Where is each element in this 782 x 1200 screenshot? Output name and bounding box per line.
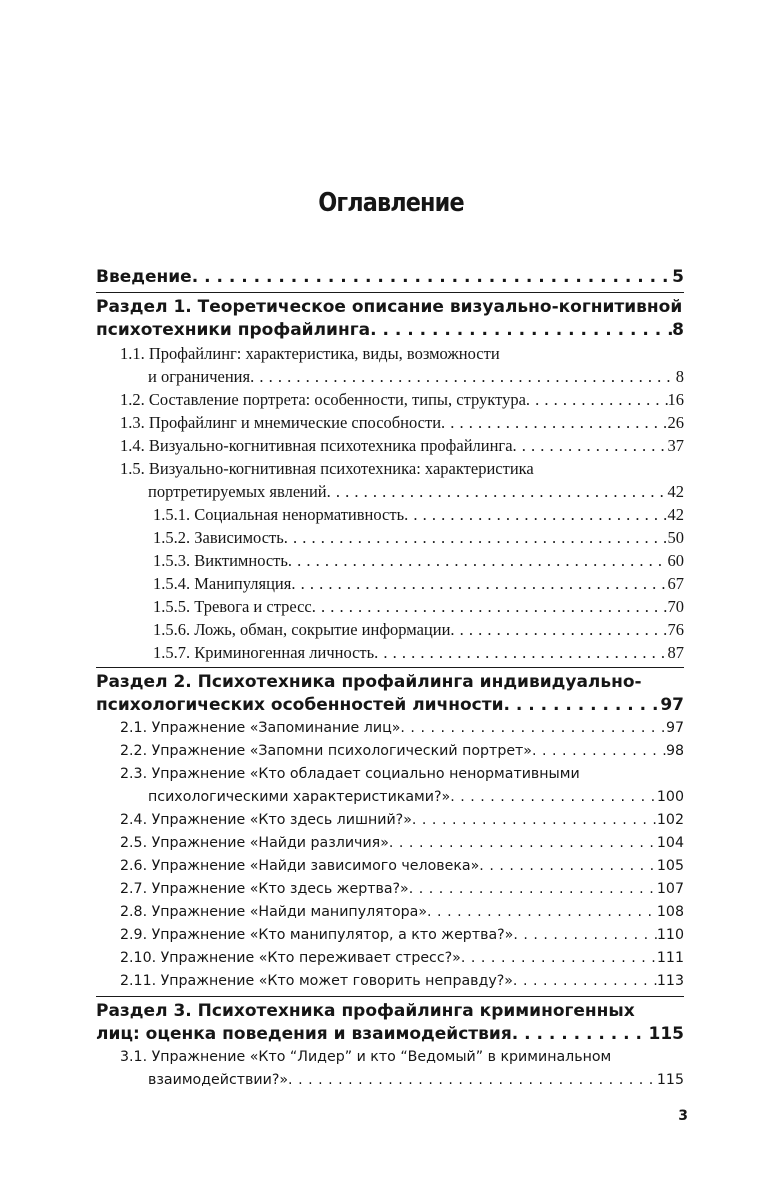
toc-entry-text: Раздел 3. Психотехника профайлинга криминогенных (96, 1001, 635, 1021)
toc-page-number: 104 (656, 835, 684, 851)
toc-entry-text: 1.4. Визуально-когнитивная психотехника профайлинга (120, 436, 513, 455)
toc-entry[interactable] (96, 763, 684, 809)
toc-entry[interactable] (96, 901, 684, 924)
page-number: 3 (678, 1108, 688, 1124)
dot-leader (427, 901, 657, 924)
toc-entry-text: Раздел 2. Психотехника профайлинга индивидуально- (96, 672, 642, 692)
toc-entry-text: лиц: оценка поведения и взаимодействия (96, 1024, 512, 1044)
toc-entry-text: 1.5.2. Зависимость (153, 528, 284, 547)
toc-entry[interactable] (96, 832, 684, 855)
toc-page-number: 67 (667, 574, 684, 593)
toc-page-number: 105 (656, 858, 684, 874)
toc-page-number: 8 (675, 367, 684, 386)
dot-leader (288, 549, 668, 572)
toc-entry-text: 2.3. Упражнение «Кто обладает социально ненормативными (120, 766, 580, 782)
toc-entry[interactable] (96, 1046, 684, 1092)
dot-leader (250, 365, 676, 388)
toc-page-number: 26 (667, 413, 684, 432)
toc-page-number: 87 (667, 643, 684, 662)
toc-entry[interactable] (96, 855, 684, 878)
dot-leader (370, 319, 672, 342)
toc-entry[interactable] (96, 970, 684, 993)
toc-page-number: 115 (656, 1072, 684, 1088)
toc-page-number: 37 (667, 436, 684, 455)
dot-leader (327, 480, 668, 503)
toc-entry[interactable] (96, 809, 684, 832)
dot-leader (450, 618, 667, 641)
toc-page-number: 76 (667, 620, 684, 639)
toc-entry-text: психотехники профайлинга (96, 320, 371, 340)
toc-entry-text: Введение (96, 267, 192, 287)
dot-leader (400, 717, 666, 740)
toc-entry-text: 1.5.7. Криминогенная личность (153, 643, 375, 662)
toc-page-number: 108 (656, 904, 684, 920)
toc-entry[interactable] (96, 740, 684, 763)
dot-leader (409, 878, 657, 901)
toc-page-number: 97 (665, 720, 684, 736)
toc-entry-text: 1.1. Профайлинг: характеристика, виды, возможности (120, 344, 500, 363)
toc-entry-text: 1.5.6. Ложь, обман, сокрытие информации (153, 620, 451, 639)
dot-leader (513, 434, 668, 457)
page-title: Оглавление (318, 188, 464, 218)
dot-leader (512, 1023, 649, 1046)
toc-entry[interactable] (96, 618, 684, 641)
toc-page-number: 113 (656, 973, 684, 989)
dot-leader (513, 924, 657, 947)
toc-page-number: 110 (656, 927, 684, 943)
toc-entry[interactable] (96, 266, 684, 289)
dot-leader (284, 526, 668, 549)
dot-leader (404, 503, 667, 526)
toc-page-number: 50 (667, 528, 684, 547)
toc-entry[interactable] (96, 457, 684, 503)
dot-leader (504, 694, 661, 717)
toc-entry-text: 2.1. Упражнение «Запоминание лиц» (120, 720, 401, 736)
toc-page-number: 111 (656, 950, 684, 966)
toc-entry[interactable] (96, 595, 684, 618)
toc-page-number: 100 (656, 789, 684, 805)
toc-entry-text: психологических особенностей личности (96, 695, 504, 715)
toc-entry[interactable] (96, 503, 684, 526)
dot-leader (513, 970, 657, 993)
toc-page-number: 102 (656, 812, 684, 828)
toc-entry[interactable] (96, 924, 684, 947)
toc-entry-text: портретируемых явлений (148, 482, 327, 501)
toc-page-number: 42 (667, 505, 684, 524)
toc-entry-text: 1.3. Профайлинг и мнемические способности (120, 413, 442, 432)
dot-leader (461, 947, 657, 970)
table-of-contents (96, 266, 684, 1092)
toc-entry-text: 2.4. Упражнение «Кто здесь лишний?» (120, 812, 412, 828)
toc-entry-text: 2.2. Упражнение «Запомни психологический портрет» (120, 743, 532, 759)
toc-page-number: 98 (665, 743, 684, 759)
dot-leader (374, 641, 667, 664)
dot-leader (450, 786, 657, 809)
toc-entry[interactable] (96, 526, 684, 549)
toc-entry-text: 2.10. Упражнение «Кто переживает стресс?» (120, 950, 461, 966)
toc-entry-text: 2.11. Упражнение «Кто может говорить неправду?» (120, 973, 513, 989)
dot-leader (412, 809, 657, 832)
dot-leader (312, 595, 668, 618)
toc-entry[interactable] (96, 292, 684, 342)
toc-entry-text: 1.5.5. Тревога и стресс (153, 597, 312, 616)
toc-entry-text: 2.6. Упражнение «Найди зависимого человека» (120, 858, 480, 874)
dot-leader (192, 266, 672, 289)
dot-leader (288, 1069, 657, 1092)
toc-entry[interactable] (96, 878, 684, 901)
toc-page-number: 5 (672, 267, 684, 287)
toc-entry-text: Раздел 1. Теоретическое описание визуально-когнитивной (96, 297, 683, 317)
toc-entry[interactable] (96, 667, 684, 717)
toc-page-number: 16 (667, 390, 684, 409)
toc-entry-text: 2.7. Упражнение «Кто здесь жертва?» (120, 881, 409, 897)
toc-entry[interactable] (96, 388, 684, 411)
toc-entry[interactable] (96, 717, 684, 740)
toc-entry-text: 2.8. Упражнение «Найди манипулятора» (120, 904, 428, 920)
toc-entry[interactable] (96, 342, 684, 388)
toc-entry[interactable] (96, 549, 684, 572)
toc-entry-text: взаимодействии?» (148, 1072, 289, 1088)
dot-leader (479, 855, 657, 878)
toc-entry[interactable] (96, 434, 684, 457)
toc-entry[interactable] (96, 572, 684, 595)
toc-page-number: 97 (660, 695, 684, 715)
toc-entry-text: 1.5.1. Социальная ненормативность (153, 505, 405, 524)
toc-page-number: 60 (667, 551, 684, 570)
toc-entry-text: и ограничения (148, 367, 251, 386)
toc-entry[interactable] (96, 641, 684, 664)
toc-entry[interactable] (96, 996, 684, 1046)
toc-entry-text: 1.5. Визуально-когнитивная психотехника: характеристика (120, 459, 534, 478)
toc-entry-text: 1.5.3. Виктимность (153, 551, 288, 570)
toc-page-number: 42 (667, 482, 684, 501)
toc-entry-text: 1.2. Составление портрета: особенности, типы, структура (120, 390, 526, 409)
toc-entry[interactable] (96, 411, 684, 434)
toc-entry-text: 3.1. Упражнение «Кто “Лидер” и кто “Ведомый” в криминальном (120, 1049, 612, 1065)
toc-entry-text: 2.5. Упражнение «Найди различия» (120, 835, 389, 851)
toc-page-number: 8 (672, 320, 684, 340)
dot-leader (526, 388, 668, 411)
toc-entry[interactable] (96, 947, 684, 970)
toc-page-number: 107 (656, 881, 684, 897)
dot-leader (389, 832, 657, 855)
dot-leader (441, 411, 667, 434)
dot-leader (532, 740, 666, 763)
dot-leader (291, 572, 667, 595)
toc-page-number: 70 (667, 597, 684, 616)
toc-entry-text: психологическими характеристиками?» (148, 789, 451, 805)
toc-entry-text: 2.9. Упражнение «Кто манипулятор, а кто жертва?» (120, 927, 514, 943)
toc-entry-text: 1.5.4. Манипуляция (153, 574, 292, 593)
toc-page-number: 115 (648, 1024, 684, 1044)
